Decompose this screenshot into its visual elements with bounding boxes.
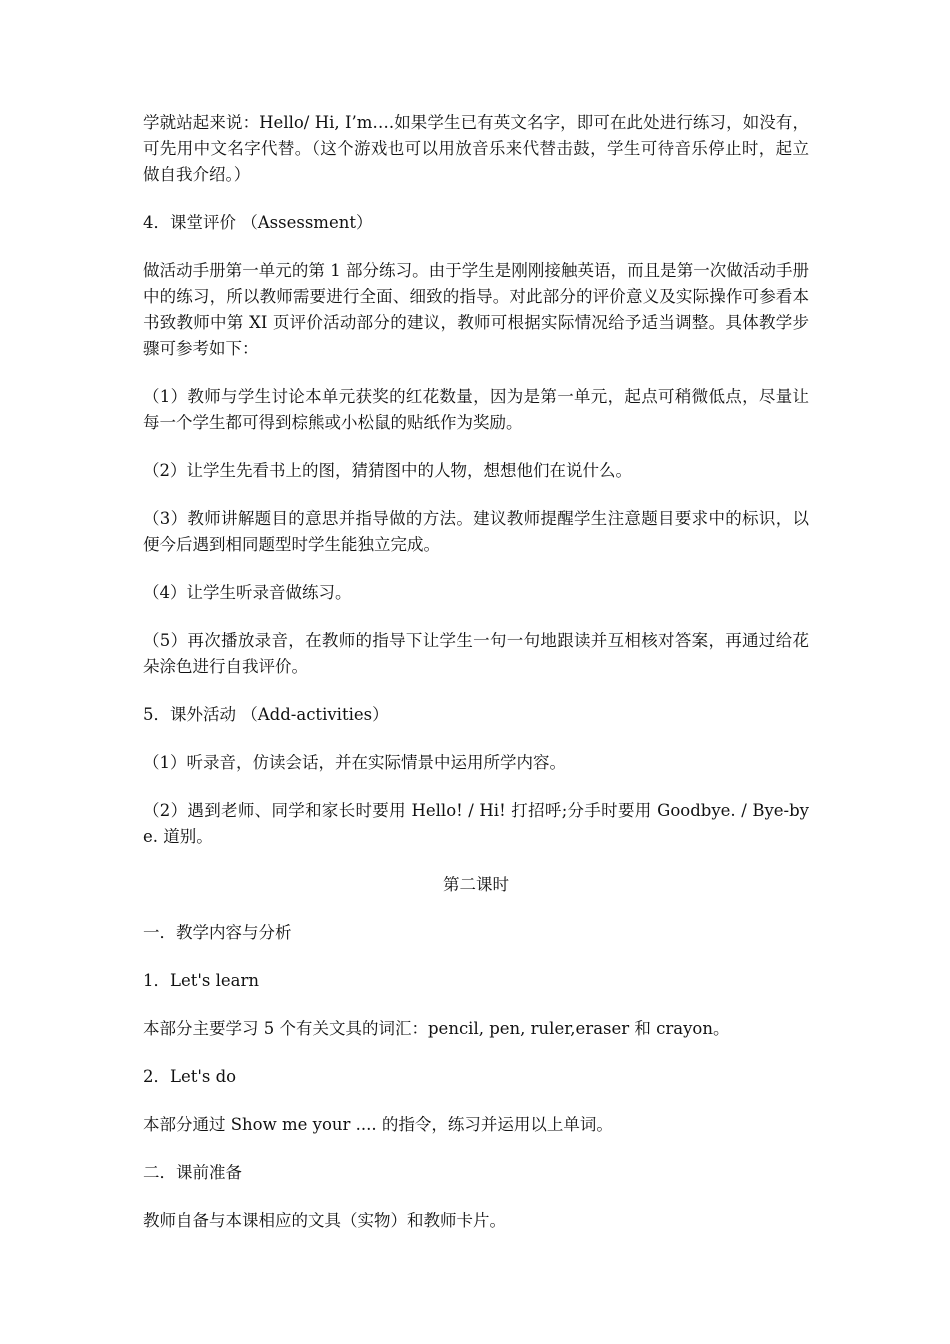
heading-assessment: 4．课堂评价 （Assessment） bbox=[143, 213, 373, 232]
paragraph-preparation: 教师自备与本课相应的文具（实物）和教师卡片。 bbox=[143, 1211, 506, 1230]
heading-add-activities: 5．课外活动 （Add-activities） bbox=[143, 705, 389, 724]
heading-lets-do: 2．Let's do bbox=[143, 1067, 237, 1086]
list-item-step-1: （1）教师与学生讨论本单元获奖的红花数量，因为是第一单元，起点可稍微低点，尽量让每一个学生都可得到棕熊或小松鼠的贴纸作为奖励。 bbox=[143, 387, 809, 432]
paragraph-lets-learn: 本部分主要学习 5 个有关文具的词汇：pencil, pen, ruler,eraser 和 crayon。 bbox=[143, 1019, 730, 1038]
list-item-step-5: （5）再次播放录音，在教师的指导下让学生一句一句地跟读并互相核对答案，再通过给花朵涂色进行自我评价。 bbox=[143, 631, 809, 676]
section-title-second-lesson: 第二课时 bbox=[443, 875, 509, 894]
heading-preparation: 二．课前准备 bbox=[143, 1163, 242, 1182]
list-item-step-4: （4）让学生听录音做练习。 bbox=[143, 583, 352, 602]
paragraph-lets-do: 本部分通过 Show me your .... 的指令，练习并运用以上单词。 bbox=[143, 1115, 613, 1134]
heading-content-analysis: 一．教学内容与分析 bbox=[143, 923, 292, 942]
paragraph-game-intro: 学就站起来说：Hello/ Hi, I’m….如果学生已有英文名字，即可在此处进行练习，如没有，可先用中文名字代替。（这个游戏也可以用放音乐来代替击鼓，学生可待音乐停止时，起立做自我介绍。） bbox=[143, 113, 809, 184]
paragraph-assessment: 做活动手册第一单元的第 1 部分练习。由于学生是刚刚接触英语，而且是第一次做活动手册中的练习，所以教师需要进行全面、细致的指导。对此部分的评价意义及实际操作可参看本书致教师中第 XI 页评价活动部分的建议，教师可根据实际情况给予适当调整。具体教学步骤可参考如下： bbox=[143, 261, 809, 358]
list-item-step-3: （3）教师讲解题目的意思并指导做的方法。建议教师提醒学生注意题目要求中的标识，以便今后遇到相同题型时学生能独立完成。 bbox=[143, 509, 809, 554]
list-item-step-2: （2）让学生先看书上的图，猜猜图中的人物，想想他们在说什么。 bbox=[143, 461, 632, 480]
list-item-activity-2: （2）遇到老师、同学和家长时要用 Hello! / Hi! 打招呼;分手时要用 Goodbye. / Bye-bye. 道别。 bbox=[143, 801, 809, 846]
heading-lets-learn: 1．Let's learn bbox=[143, 971, 259, 990]
list-item-activity-1: （1）听录音，仿读会话，并在实际情景中运用所学内容。 bbox=[143, 753, 566, 772]
document-page bbox=[143, 110, 809, 1256]
